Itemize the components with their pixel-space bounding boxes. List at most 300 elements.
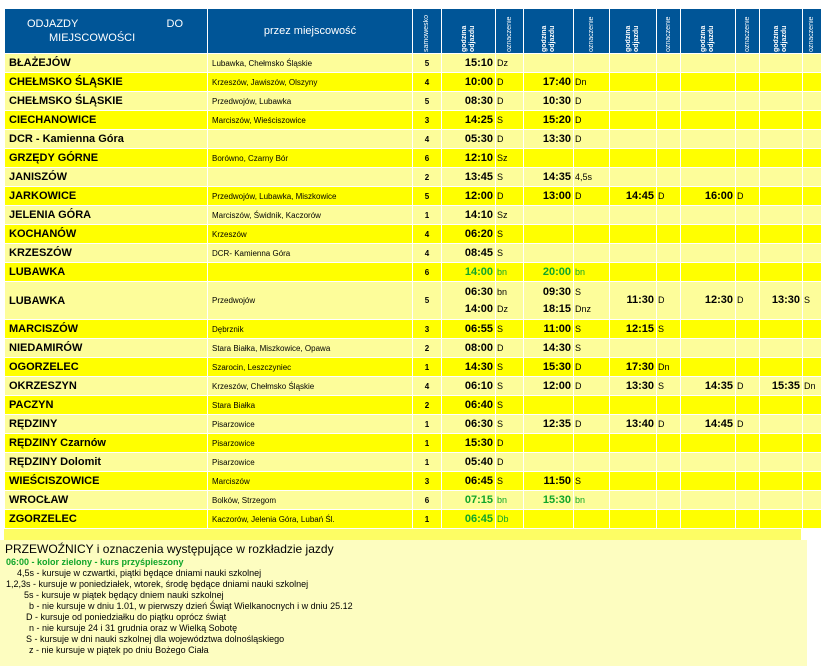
departure-time-cell (610, 73, 657, 92)
destination-cell: BŁAŻEJÓW (5, 54, 208, 73)
header-via: przez miejscowość (208, 9, 413, 54)
departure-mark-cell (803, 415, 822, 434)
carrier-cell: 1 (413, 415, 442, 434)
table-row (5, 339, 822, 358)
departure-mark-cell: D (496, 92, 524, 111)
destination-cell: OGORZELEC (5, 358, 208, 377)
departure-time-cell (681, 111, 736, 130)
header-mark-label: oznaczenie (664, 16, 672, 52)
departure-mark-cell: D (496, 434, 524, 453)
departure-time-cell: 13:30 (524, 130, 574, 149)
carrier-cell: 6 (413, 491, 442, 510)
departure-time-cell (760, 472, 803, 491)
departure-mark-cell (657, 263, 681, 282)
departure-mark-cell: 4,5s (574, 168, 610, 187)
departure-time-cell: 14:35 (681, 377, 736, 396)
header-carrier (413, 9, 442, 54)
departure-mark-cell (657, 339, 681, 358)
header-time-4 (681, 9, 736, 54)
departure-time-cell (610, 263, 657, 282)
header-dest-line1a: ODJAZDY (27, 18, 79, 30)
departure-mark-cell: S (574, 339, 610, 358)
departure-time-cell (610, 168, 657, 187)
departure-mark-cell: D (574, 415, 610, 434)
via-cell: Pisarzowice (208, 415, 413, 434)
departure-mark-cell: S (496, 396, 524, 415)
carrier-cell: 2 (413, 339, 442, 358)
departure-mark-cell (803, 73, 822, 92)
departure-mark-cell: S (657, 320, 681, 339)
via-cell: Przedwojów, Lubawka, Miszkowice (208, 187, 413, 206)
departure-time-cell (681, 339, 736, 358)
carrier-cell: 1 (413, 358, 442, 377)
departure-time-cell (610, 111, 657, 130)
departure-time-cell (610, 472, 657, 491)
table-header (5, 9, 822, 54)
destination-cell: KOCHANÓW (5, 225, 208, 244)
departure-time-cell (681, 472, 736, 491)
departure-mark-cell: S (496, 320, 524, 339)
departures-table (4, 8, 822, 529)
departure-mark-cell (736, 320, 760, 339)
departure-mark-cell (803, 168, 822, 187)
departure-mark: Dz (497, 303, 508, 314)
departure-time-cell (681, 358, 736, 377)
header-mark-5 (803, 9, 822, 54)
legend-line: D - kursuje od poniedziałku do piątku oprócz świąt (26, 612, 227, 622)
departure-mark-cell (803, 282, 822, 320)
departure-mark-cell (803, 111, 822, 130)
header-dest-line2: MIEJSCOWOŚCI (49, 32, 136, 44)
departure-time-cell (760, 149, 803, 168)
departure-mark-cell (803, 491, 822, 510)
departure-mark-cell (803, 263, 822, 282)
departure-mark-cell (803, 472, 822, 491)
departure-mark-cell (803, 206, 822, 225)
carrier-cell: 2 (413, 168, 442, 187)
destination-cell: WROCŁAW (5, 491, 208, 510)
destination-cell: RĘDZINY Dolomit (5, 453, 208, 472)
header-time-label: godzina odjazdu (773, 25, 788, 52)
departure-mark-cell (736, 92, 760, 111)
departure-time-cell (760, 453, 803, 472)
departure-time-cell (610, 54, 657, 73)
table-row (5, 472, 822, 491)
destination-cell: OKRZESZYN (5, 377, 208, 396)
departure-mark-cell (803, 130, 822, 149)
header-dest-line1b: DO (166, 18, 183, 30)
departure-time-cell: 20:00 (524, 263, 574, 282)
header-mark-label: oznaczenie (808, 16, 815, 52)
departure-time-cell (681, 263, 736, 282)
departure-mark-cell (736, 130, 760, 149)
departure-mark-cell (803, 358, 822, 377)
destination-cell: MARCISZÓW (5, 320, 208, 339)
departure-mark-cell: D (736, 415, 760, 434)
departure-mark-cell (574, 510, 610, 529)
departure-time-cell (681, 54, 736, 73)
departure-time-cell: 14:45 (681, 415, 736, 434)
departure-time-cell: 17:40 (524, 73, 574, 92)
departure-time-cell: 14:35 (524, 168, 574, 187)
departure-mark-cell: S (496, 472, 524, 491)
departure-mark-cell (736, 244, 760, 263)
departure-time-cell (760, 263, 803, 282)
departure-mark-cell: Dn (803, 377, 822, 396)
legend-line: b - nie kursuje w dniu 1.01, w pierwszy dzień Świąt Wielkanocnych i w dniu 25.12 (29, 601, 353, 611)
departure-mark-cell (803, 92, 822, 111)
departure-time-cell: 15:30 (524, 491, 574, 510)
departure-time-cell (610, 282, 657, 320)
departure-time-cell (760, 206, 803, 225)
departure-time-cell: 10:30 (524, 92, 574, 111)
departure-time-cell (524, 149, 574, 168)
departure-time-cell (524, 396, 574, 415)
departure-time-cell (524, 510, 574, 529)
departure-time-cell: 13:45 (442, 168, 496, 187)
departure-time-cell: 06:40 (442, 396, 496, 415)
departure-time: 14:00 (464, 302, 493, 315)
departure-mark-cell (574, 396, 610, 415)
departure-time-cell (681, 491, 736, 510)
header-mark-2 (574, 9, 610, 54)
table-row (5, 54, 822, 73)
table-row (5, 320, 822, 339)
departure-time-cell (524, 434, 574, 453)
via-cell: Krzeszów (208, 225, 413, 244)
header-time-5 (760, 9, 803, 54)
departure-mark-cell: D (574, 92, 610, 111)
departure-mark-cell: D (657, 187, 681, 206)
departure-time-cell (760, 491, 803, 510)
departure-mark-cell (803, 149, 822, 168)
destination-cell: CHEŁMSKO ŚLĄSKIE (5, 73, 208, 92)
table-row (5, 358, 822, 377)
via-cell (208, 130, 413, 149)
departure-time-cell (524, 244, 574, 263)
departure-time-cell (760, 358, 803, 377)
departure-time-cell (760, 415, 803, 434)
departure-time-cell: 13:00 (524, 187, 574, 206)
departure-mark-cell (657, 244, 681, 263)
table-row (5, 225, 822, 244)
via-cell: Borówno, Czarny Bór (208, 149, 413, 168)
departure-time-cell: 07:15 (442, 491, 496, 510)
departure-mark-cell (574, 244, 610, 263)
header-time-label: godzina odjazdu (700, 25, 715, 52)
departure-mark-cell (657, 396, 681, 415)
departure-mark-cell: Dz (496, 54, 524, 73)
departure-time-cell (610, 491, 657, 510)
departure-time-cell (610, 339, 657, 358)
departure-time-cell: 06:45 (442, 472, 496, 491)
departure-time-cell (524, 225, 574, 244)
departure-mark-cell: D (496, 339, 524, 358)
departure-time-cell (681, 320, 736, 339)
departure-mark-cell (574, 149, 610, 168)
header-mark-label: oznaczenie (505, 16, 513, 52)
destination-cell: JANISZÓW (5, 168, 208, 187)
departure-mark-cell (736, 111, 760, 130)
departure-mark: D (658, 295, 665, 305)
departure-time-cell: 12:00 (524, 377, 574, 396)
departure-mark-cell (736, 225, 760, 244)
destination-cell: LUBAWKA (5, 263, 208, 282)
departure-time-cell (760, 244, 803, 263)
departure-mark-cell (657, 149, 681, 168)
departure-mark-cell (736, 282, 760, 320)
departure-time-cell (610, 396, 657, 415)
departure-mark-cell: Sz (496, 149, 524, 168)
departure-mark-cell: bn (496, 263, 524, 282)
departure-time-cell: 15:30 (524, 358, 574, 377)
departure-time-cell (681, 92, 736, 111)
departure-time-cell (760, 73, 803, 92)
departure-time-cell (524, 54, 574, 73)
departure-time-cell (610, 225, 657, 244)
departure-time-cell: 11:50 (524, 472, 574, 491)
carrier-cell: 4 (413, 130, 442, 149)
departure-mark-cell (736, 358, 760, 377)
via-cell: Kaczorów, Jelenia Góra, Lubań Śl. (208, 510, 413, 529)
departure-time-cell (610, 149, 657, 168)
legend-line: 1,2,3s - kursuje w poniedziałek, wtorek, środę będące dniami nauki szkolnej (6, 579, 309, 589)
departure-time-cell: 08:30 (442, 92, 496, 111)
carrier-cell: 3 (413, 472, 442, 491)
via-cell: Bolków, Strzegom (208, 491, 413, 510)
header-time-2 (524, 9, 574, 54)
departure-time-cell: 06:10 (442, 377, 496, 396)
departure-mark-cell: S (496, 168, 524, 187)
departure-mark-cell: D (736, 187, 760, 206)
departure-mark-cell (657, 54, 681, 73)
departure-time-cell (442, 282, 496, 320)
departure-mark-cell: Dn (574, 73, 610, 92)
departure-mark-cell (574, 282, 610, 320)
departure-mark-cell (657, 453, 681, 472)
departure-mark-cell: S (496, 415, 524, 434)
via-cell: Pisarzowice (208, 434, 413, 453)
departure-mark: Dnz (575, 303, 592, 314)
legend-line: S - kursuje w dni nauki szkolnej dla województwa dolnośląskiego (26, 634, 285, 644)
departure-time-cell (760, 54, 803, 73)
departure-time-cell (760, 282, 803, 320)
departure-time-cell (760, 111, 803, 130)
destination-cell: LUBAWKA (5, 282, 208, 320)
header-mark-label: oznaczenie (587, 16, 595, 52)
table-row (5, 396, 822, 415)
departure-time-cell (681, 149, 736, 168)
departure-time-cell (681, 453, 736, 472)
departure-time-cell: 14:25 (442, 111, 496, 130)
departure-mark-cell: S (496, 111, 524, 130)
table-row (5, 111, 822, 130)
departure-time-cell: 15:20 (524, 111, 574, 130)
carrier-cell: 1 (413, 453, 442, 472)
departure-time-cell (760, 225, 803, 244)
table-row (5, 187, 822, 206)
departure-time-cell (681, 396, 736, 415)
departure-mark-cell: S (574, 472, 610, 491)
departure-mark-cell: bn (496, 491, 524, 510)
departure-mark-cell: D (574, 187, 610, 206)
departure-mark-cell: Sz (496, 206, 524, 225)
departure-mark-cell: S (496, 244, 524, 263)
destination-cell: DCR - Kamienna Góra (5, 130, 208, 149)
departure-mark: S (804, 295, 811, 305)
departure-time: 12:30 (704, 294, 733, 306)
legend-line: 5s - kursuje w piątek będący dniem nauki szkolnej (24, 590, 224, 600)
departure-time-cell (610, 130, 657, 149)
carrier-cell: 5 (413, 54, 442, 73)
destination-cell: ZGORZELEC (5, 510, 208, 529)
header-time-label: godzina odjazdu (625, 25, 640, 52)
via-cell: Krzeszów, Jawiszów, Olszyny (208, 73, 413, 92)
destination-cell: KRZESZÓW (5, 244, 208, 263)
carrier-cell: 6 (413, 149, 442, 168)
departure-mark-cell: bn (574, 263, 610, 282)
departure-mark-cell: S (496, 358, 524, 377)
destination-cell: CHEŁMSKO ŚLĄSKIE (5, 92, 208, 111)
destination-cell: JARKOWICE (5, 187, 208, 206)
departure-mark-cell (803, 339, 822, 358)
carrier-cell: 6 (413, 263, 442, 282)
departure-time-cell (760, 396, 803, 415)
table-row (5, 73, 822, 92)
departure-mark-cell (736, 54, 760, 73)
departure-mark-cell (657, 111, 681, 130)
via-cell: Lubawka, Chełmsko Śląskie (208, 54, 413, 73)
via-cell: Marciszów, Świdnik, Kaczorów (208, 206, 413, 225)
destination-cell: PACZYN (5, 396, 208, 415)
departure-mark-cell (736, 510, 760, 529)
table-row (5, 168, 822, 187)
departure-mark-cell: D (657, 415, 681, 434)
departure-mark-cell: S (496, 377, 524, 396)
departure-mark-cell (736, 472, 760, 491)
departure-time-cell: 08:00 (442, 339, 496, 358)
departure-time-cell: 14:30 (442, 358, 496, 377)
departure-mark-cell: D (574, 111, 610, 130)
departure-mark-cell (803, 434, 822, 453)
departure-mark: S (575, 286, 582, 297)
carrier-cell: 1 (413, 206, 442, 225)
legend-panel (0, 540, 807, 666)
legend-line: n - nie kursuje 24 i 31 grudnia oraz w Wielką Sobotę (29, 623, 238, 633)
departure-time-cell (610, 453, 657, 472)
header-mark-4 (736, 9, 760, 54)
carrier-cell: 5 (413, 92, 442, 111)
carrier-cell: 5 (413, 282, 442, 320)
via-cell (208, 263, 413, 282)
table-row (5, 453, 822, 472)
departure-time-cell: 06:45 (442, 510, 496, 529)
departure-time-cell (760, 434, 803, 453)
table-row (5, 434, 822, 453)
destination-cell: NIEDAMIRÓW (5, 339, 208, 358)
departure-time-cell: 15:10 (442, 54, 496, 73)
departure-time-cell (610, 92, 657, 111)
departure-time-cell (610, 434, 657, 453)
carrier-cell: 1 (413, 434, 442, 453)
table-row (5, 92, 822, 111)
departure-mark: D (737, 295, 744, 305)
departure-time-cell (681, 282, 736, 320)
departure-mark-cell: D (574, 358, 610, 377)
departure-time-cell (681, 225, 736, 244)
table-row (5, 510, 822, 529)
departure-mark-cell (803, 320, 822, 339)
departure-time-cell: 17:30 (610, 358, 657, 377)
departure-time-cell: 14:30 (524, 339, 574, 358)
table-row (5, 130, 822, 149)
departure-time: 06:30 (464, 285, 493, 298)
departure-mark: bn (497, 286, 508, 297)
departure-mark-cell (657, 225, 681, 244)
via-cell: Dębrznik (208, 320, 413, 339)
header-carrier-label: samowesko (423, 15, 430, 52)
departure-mark-cell (803, 54, 822, 73)
header-time-3 (610, 9, 657, 54)
departure-time-cell: 12:10 (442, 149, 496, 168)
departure-time-cell (681, 168, 736, 187)
departure-time-cell (610, 206, 657, 225)
departure-mark-cell: Db (496, 510, 524, 529)
departure-mark-cell: D (496, 130, 524, 149)
departure-mark-cell (736, 168, 760, 187)
departure-mark-cell: Dn (657, 358, 681, 377)
header-mark-label: oznaczenie (743, 16, 751, 52)
departure-mark-cell (736, 434, 760, 453)
departure-time-cell: 14:45 (610, 187, 657, 206)
departure-time-cell (610, 510, 657, 529)
departure-time-cell (760, 168, 803, 187)
departure-mark-cell: S (657, 377, 681, 396)
destination-cell: GRZĘDY GÓRNE (5, 149, 208, 168)
table-row (5, 206, 822, 225)
via-cell: Przedwojów, Lubawka (208, 92, 413, 111)
destination-cell: RĘDZINY Czarnów (5, 434, 208, 453)
departure-time-cell: 06:55 (442, 320, 496, 339)
carrier-cell: 1 (413, 510, 442, 529)
via-cell: Przedwojów (208, 282, 413, 320)
departure-time-cell (524, 282, 574, 320)
table-body (5, 54, 822, 529)
departure-mark-cell (803, 396, 822, 415)
destination-cell: CIECHANOWICE (5, 111, 208, 130)
departure-mark-cell (657, 92, 681, 111)
departure-mark-cell (803, 453, 822, 472)
departure-time-cell (760, 339, 803, 358)
table-row (5, 415, 822, 434)
departure-mark-cell (496, 282, 524, 320)
departure-mark-cell (803, 187, 822, 206)
departure-time: 18:15 (542, 302, 571, 315)
departure-time-cell (681, 510, 736, 529)
legend-line: 4,5s - kursuje w czwartki, piątki będące dniami nauki szkolnej (17, 568, 262, 578)
table-row (5, 282, 822, 320)
departure-mark-cell (574, 206, 610, 225)
departure-time-cell: 05:40 (442, 453, 496, 472)
departure-mark-cell (657, 282, 681, 320)
departure-time-cell (760, 187, 803, 206)
destination-cell: RĘDZINY (5, 415, 208, 434)
departure-mark-cell (657, 510, 681, 529)
departure-time-cell: 14:10 (442, 206, 496, 225)
departure-mark-cell (736, 453, 760, 472)
departure-time-cell: 06:30 (442, 415, 496, 434)
departure-mark-cell: D (496, 187, 524, 206)
